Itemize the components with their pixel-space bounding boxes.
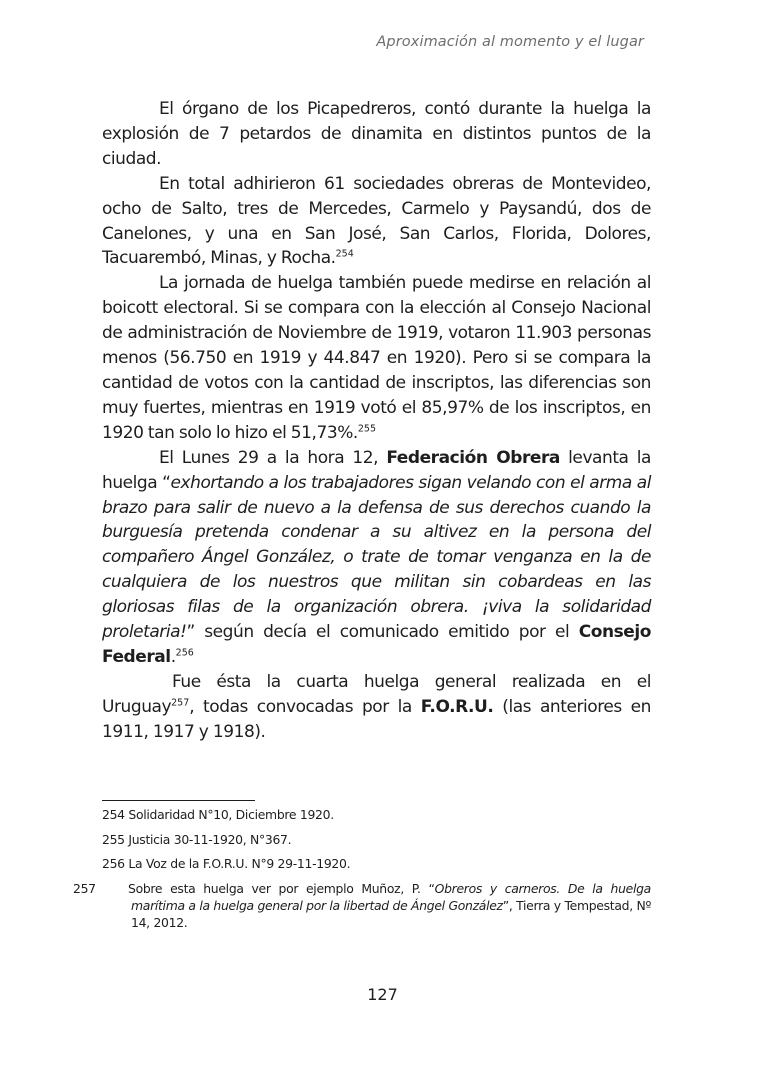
footnote-divider	[102, 800, 255, 801]
paragraph-2-text: En total adhirieron 61 sociedades obreras de Montevideo, ocho de Salto, tres de Mercedes, Carmelo y Paysandú, dos de Canelones, y una en San José, San Carlos, Florida, Dolores, Tacuarembó, Minas, y Rocha.	[102, 173, 651, 269]
footnote-254: 254 Solidaridad N°10, Diciembre 1920.	[102, 807, 334, 822]
footnote-ref-257: 257	[171, 697, 190, 709]
paragraph-4-text-3: ” según decía el comunicado emitido por el	[186, 622, 579, 643]
paragraph-1-text: El órgano de los Picapedreros, contó durante la huelga la explosión de 7 petardos de dinamita en distintos puntos de la ciudad.	[102, 99, 651, 169]
footnote-256: 256 La Voz de la F.O.R.U. N°9 29-11-1920.	[102, 856, 351, 871]
page-number: 127	[367, 985, 398, 1004]
paragraph-1	[102, 97, 651, 172]
footnote-257-source: ”, Tierra y Tempestad, Nº 14, 2012.	[131, 897, 651, 930]
paragraph-5-text-3: (las anteriores en 1911, 1917 y 1918).	[102, 696, 651, 742]
paragraph-5	[102, 670, 651, 745]
body-text	[102, 97, 651, 745]
footnote-257-number: 257	[73, 880, 96, 896]
footnote-257	[73, 880, 651, 931]
paragraph-2	[102, 172, 651, 272]
footnotes	[73, 806, 651, 938]
paragraph-4-text-2: levanta la huelga “	[102, 447, 651, 493]
paragraph-5-text: Fue ésta la cuarta huelga general realizada en el Uruguay	[102, 671, 651, 717]
paragraph-4	[102, 446, 651, 670]
footnote-ref-254: 254	[335, 248, 354, 260]
consejo-federal-bold: Consejo Federal	[102, 622, 651, 667]
footnote-255: 255 Justicia 30-11-1920, N°367.	[102, 831, 292, 847]
paragraph-4-text: El Lunes 29 a la hora 12,	[159, 447, 387, 468]
paragraph-4-period: .	[170, 646, 176, 667]
running-header: Aproximación al momento y el lugar	[376, 34, 644, 50]
footnote-ref-256: 256	[175, 647, 194, 659]
paragraph-3	[102, 271, 651, 445]
paragraph-3-text: La jornada de huelga también puede medirse en relación al boicott electoral. Si se compara con la elección al Consejo Nacional de administración de Noviembre de 1919, votaron 11.903 personas menos (56.750 en 1919 y 44.847 en 1920). Pero si se compara la cantidad de votos con la cantidad de inscriptos, las diferencias son muy fuertes, mientras en 1919 votó el 85,97% de los inscriptos, en 1920 tan solo lo hizo el 51,73%.	[102, 273, 651, 443]
foru-bold: F.O.R.U.	[420, 696, 494, 717]
paragraph-5-text-2: , todas convocadas por la	[189, 696, 421, 717]
quoted-communique: exhortando a los trabajadores sigan velando con el arma al brazo para salir de nuevo a la defensa de sus derechos cuando la burguesía pretenda condenar a su altivez en la persona del compañero Ángel González, o trate de tomar venganza en la de cualquiera de los nuestros que militan sin cobardeas en las gloriosas filas de la organización obrera. ¡viva la solidaridad proletaria!	[102, 472, 651, 643]
federacion-obrera-bold: Federación Obrera	[386, 447, 560, 468]
footnote-257-title: Obreros y carneros. De la huelga marítima a la huelga general por la libertad de Ángel González	[131, 880, 651, 913]
footnote-257-text: Sobre esta huelga ver por ejemplo Muñoz, P. “	[128, 880, 435, 896]
footnote-ref-255: 255	[357, 423, 377, 435]
